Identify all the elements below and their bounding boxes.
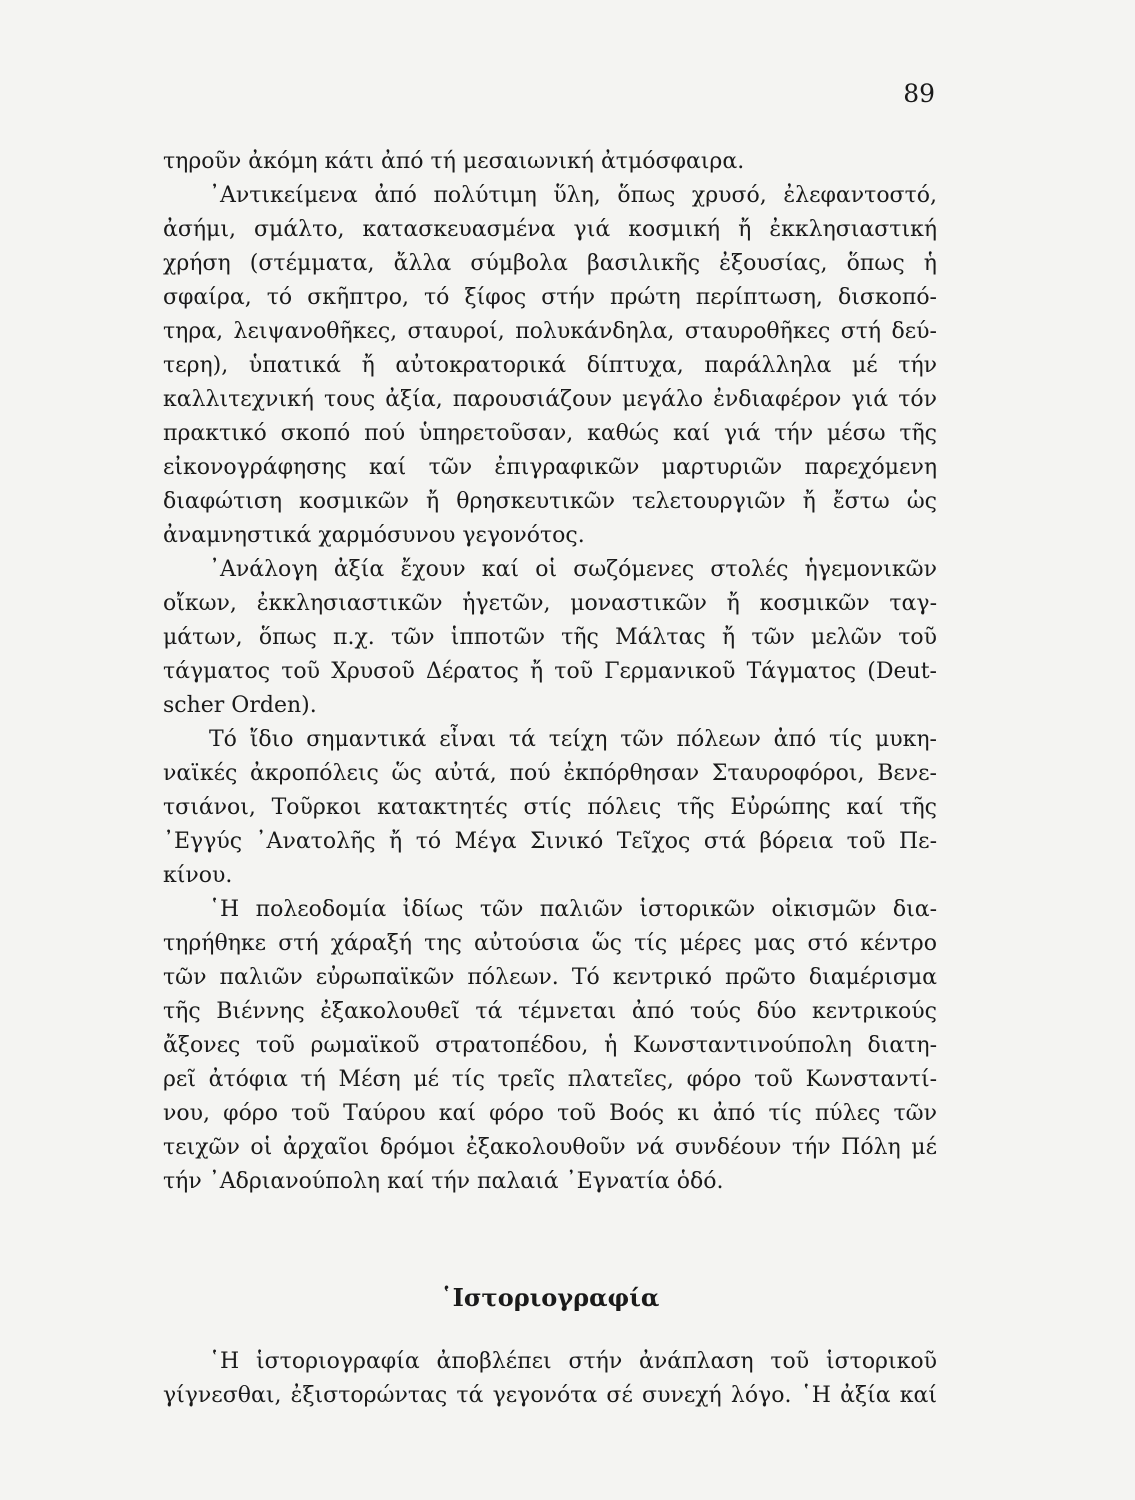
text-line: ἀσήμι, σμάλτο, κατασκευασμένα γιά κοσμική ἤ ἐκκλησιαστική <box>163 217 937 242</box>
text-line: τειχῶν οἱ ἀρχαῖοι δρόμοι ἐξακολουθοῦν νά συνδέουν τήν Πόλη μέ <box>163 1135 937 1160</box>
text-line: χρήση (στέμματα, ἄλλα σύμβολα βασιλικῆς ἐξουσίας, ὅπως ἡ <box>163 251 937 276</box>
text-line: τηροῦν ἀκόμη κάτι ἀπό τή μεσαιωνική ἀτμόσφαιρα. <box>163 149 745 174</box>
text-line: γίγνεσθαι, ἐξιστορώντας τά γεγονότα σέ συνεχή λόγο. ῾Η ἀξία καί <box>163 1383 937 1408</box>
section-body-text <box>163 1345 937 1413</box>
text-line: τηρα, λειψανοθῆκες, σταυροί, πολυκάνδηλα, σταυροθῆκες στή δεύ- <box>163 319 937 344</box>
text-line: ᾿Ανάλογη ἀξία ἔχουν καί οἱ σωζόμενες στολές ἡγεμονικῶν <box>209 557 937 582</box>
text-line: τηρήθηκε στή χάραξή της αὐτούσια ὥς τίς μέρες μας στό κέντρο <box>163 931 937 956</box>
text-line: τῆς Βιέννης ἐξακολουθεῖ τά τέμνεται ἀπό τούς δύο κεντρικούς <box>163 999 937 1024</box>
text-line: οἴκων, ἐκκλησιαστικῶν ἡγετῶν, μοναστικῶν ἤ κοσμικῶν ταγ- <box>163 591 937 616</box>
text-line: τσιάνοι, Τοῦρκοι κατακτητές στίς πόλεις τῆς Εὐρώπης καί τῆς <box>163 795 937 820</box>
text-line: ᾿Αντικείμενα ἀπό πολύτιμη ὕλη, ὅπως χρυσό, ἐλεφαντοστό, <box>209 183 937 208</box>
text-line: Τό ἴδιο σημαντικά εἶναι τά τείχη τῶν πόλεων ἀπό τίς μυκη- <box>209 727 937 752</box>
text-line: νου, φόρο τοῦ Ταύρου καί φόρο τοῦ Βοός κι ἀπό τίς πύλες τῶν <box>163 1101 937 1126</box>
text-line: καλλιτεχνική τους ἀξία, παρουσιάζουν μεγάλο ἐνδιαφέρον γιά τόν <box>163 387 937 412</box>
text-line: τῶν παλιῶν εὐρωπαϊκῶν πόλεων. Τό κεντρικό πρῶτο διαμέρισμα <box>163 965 937 990</box>
text-line: τερη), ὑπατικά ἤ αὐτοκρατορικά δίπτυχα, παράλληλα μέ τήν <box>163 353 937 378</box>
text-line: κίνου. <box>163 863 233 888</box>
text-line: ᾿Εγγύς ᾿Ανατολῆς ἤ τό Μέγα Σινικό Τεῖχος στά βόρεια τοῦ Πε- <box>163 829 937 854</box>
text-line: scher Orden). <box>163 693 317 718</box>
text-line: ναϊκές ἀκροπόλεις ὥς αὐτά, πού ἐκπόρθησαν Σταυροφόροι, Βενε- <box>163 761 937 786</box>
text-line: πρακτικό σκοπό πού ὑπηρετοῦσαν, καθώς καί γιά τήν μέσω τῆς <box>163 421 937 446</box>
section-heading-wrap <box>163 1280 937 1316</box>
text-line: ἀναμνηστικά χαρμόσυνου γεγονότος. <box>163 523 585 548</box>
text-line: τάγματος τοῦ Χρυσοῦ Δέρατος ἤ τοῦ Γερμανικοῦ Τάγματος (Deut- <box>163 659 937 684</box>
text-line: τήν ᾿Αδριανούπολη καί τήν παλαιά ᾿Εγνατία ὁδό. <box>163 1169 724 1194</box>
text-line: ῾Η πολεοδομία ἰδίως τῶν παλιῶν ἱστορικῶν οἰκισμῶν δια- <box>209 897 937 922</box>
text-line: εἰκονογράφησης καί τῶν ἐπιγραφικῶν μαρτυριῶν παρεχόμενη <box>163 455 937 480</box>
text-line: μάτων, ὅπως π.χ. τῶν ἱπποτῶν τῆς Μάλτας ἤ τῶν μελῶν τοῦ <box>163 625 937 650</box>
text-line: ῾Η ἱστοριογραφία ἀποβλέπει στήν ἀνάπλαση τοῦ ἱστορικοῦ <box>209 1349 937 1374</box>
text-line: διαφώτιση κοσμικῶν ἤ θρησκευτικῶν τελετουργιῶν ἤ ἔστω ὡς <box>163 489 937 514</box>
text-line: σφαίρα, τό σκῆπτρο, τό ξίφος στήν πρώτη περίπτωση, δισκοπό- <box>163 285 937 310</box>
text-line: ἄξονες τοῦ ρωμαϊκοῦ στρατοπέδου, ἡ Κωνσταντινούπολη διατη- <box>163 1033 937 1058</box>
body-text <box>163 145 937 1199</box>
section-heading: ῾Ιστοριογραφία <box>440 1283 660 1312</box>
text-line: ρεῖ ἀτόφια τή Μέση μέ τίς τρεῖς πλατεῖες, φόρο τοῦ Κωνσταντί- <box>163 1067 937 1092</box>
page-number: 89 <box>903 79 935 108</box>
